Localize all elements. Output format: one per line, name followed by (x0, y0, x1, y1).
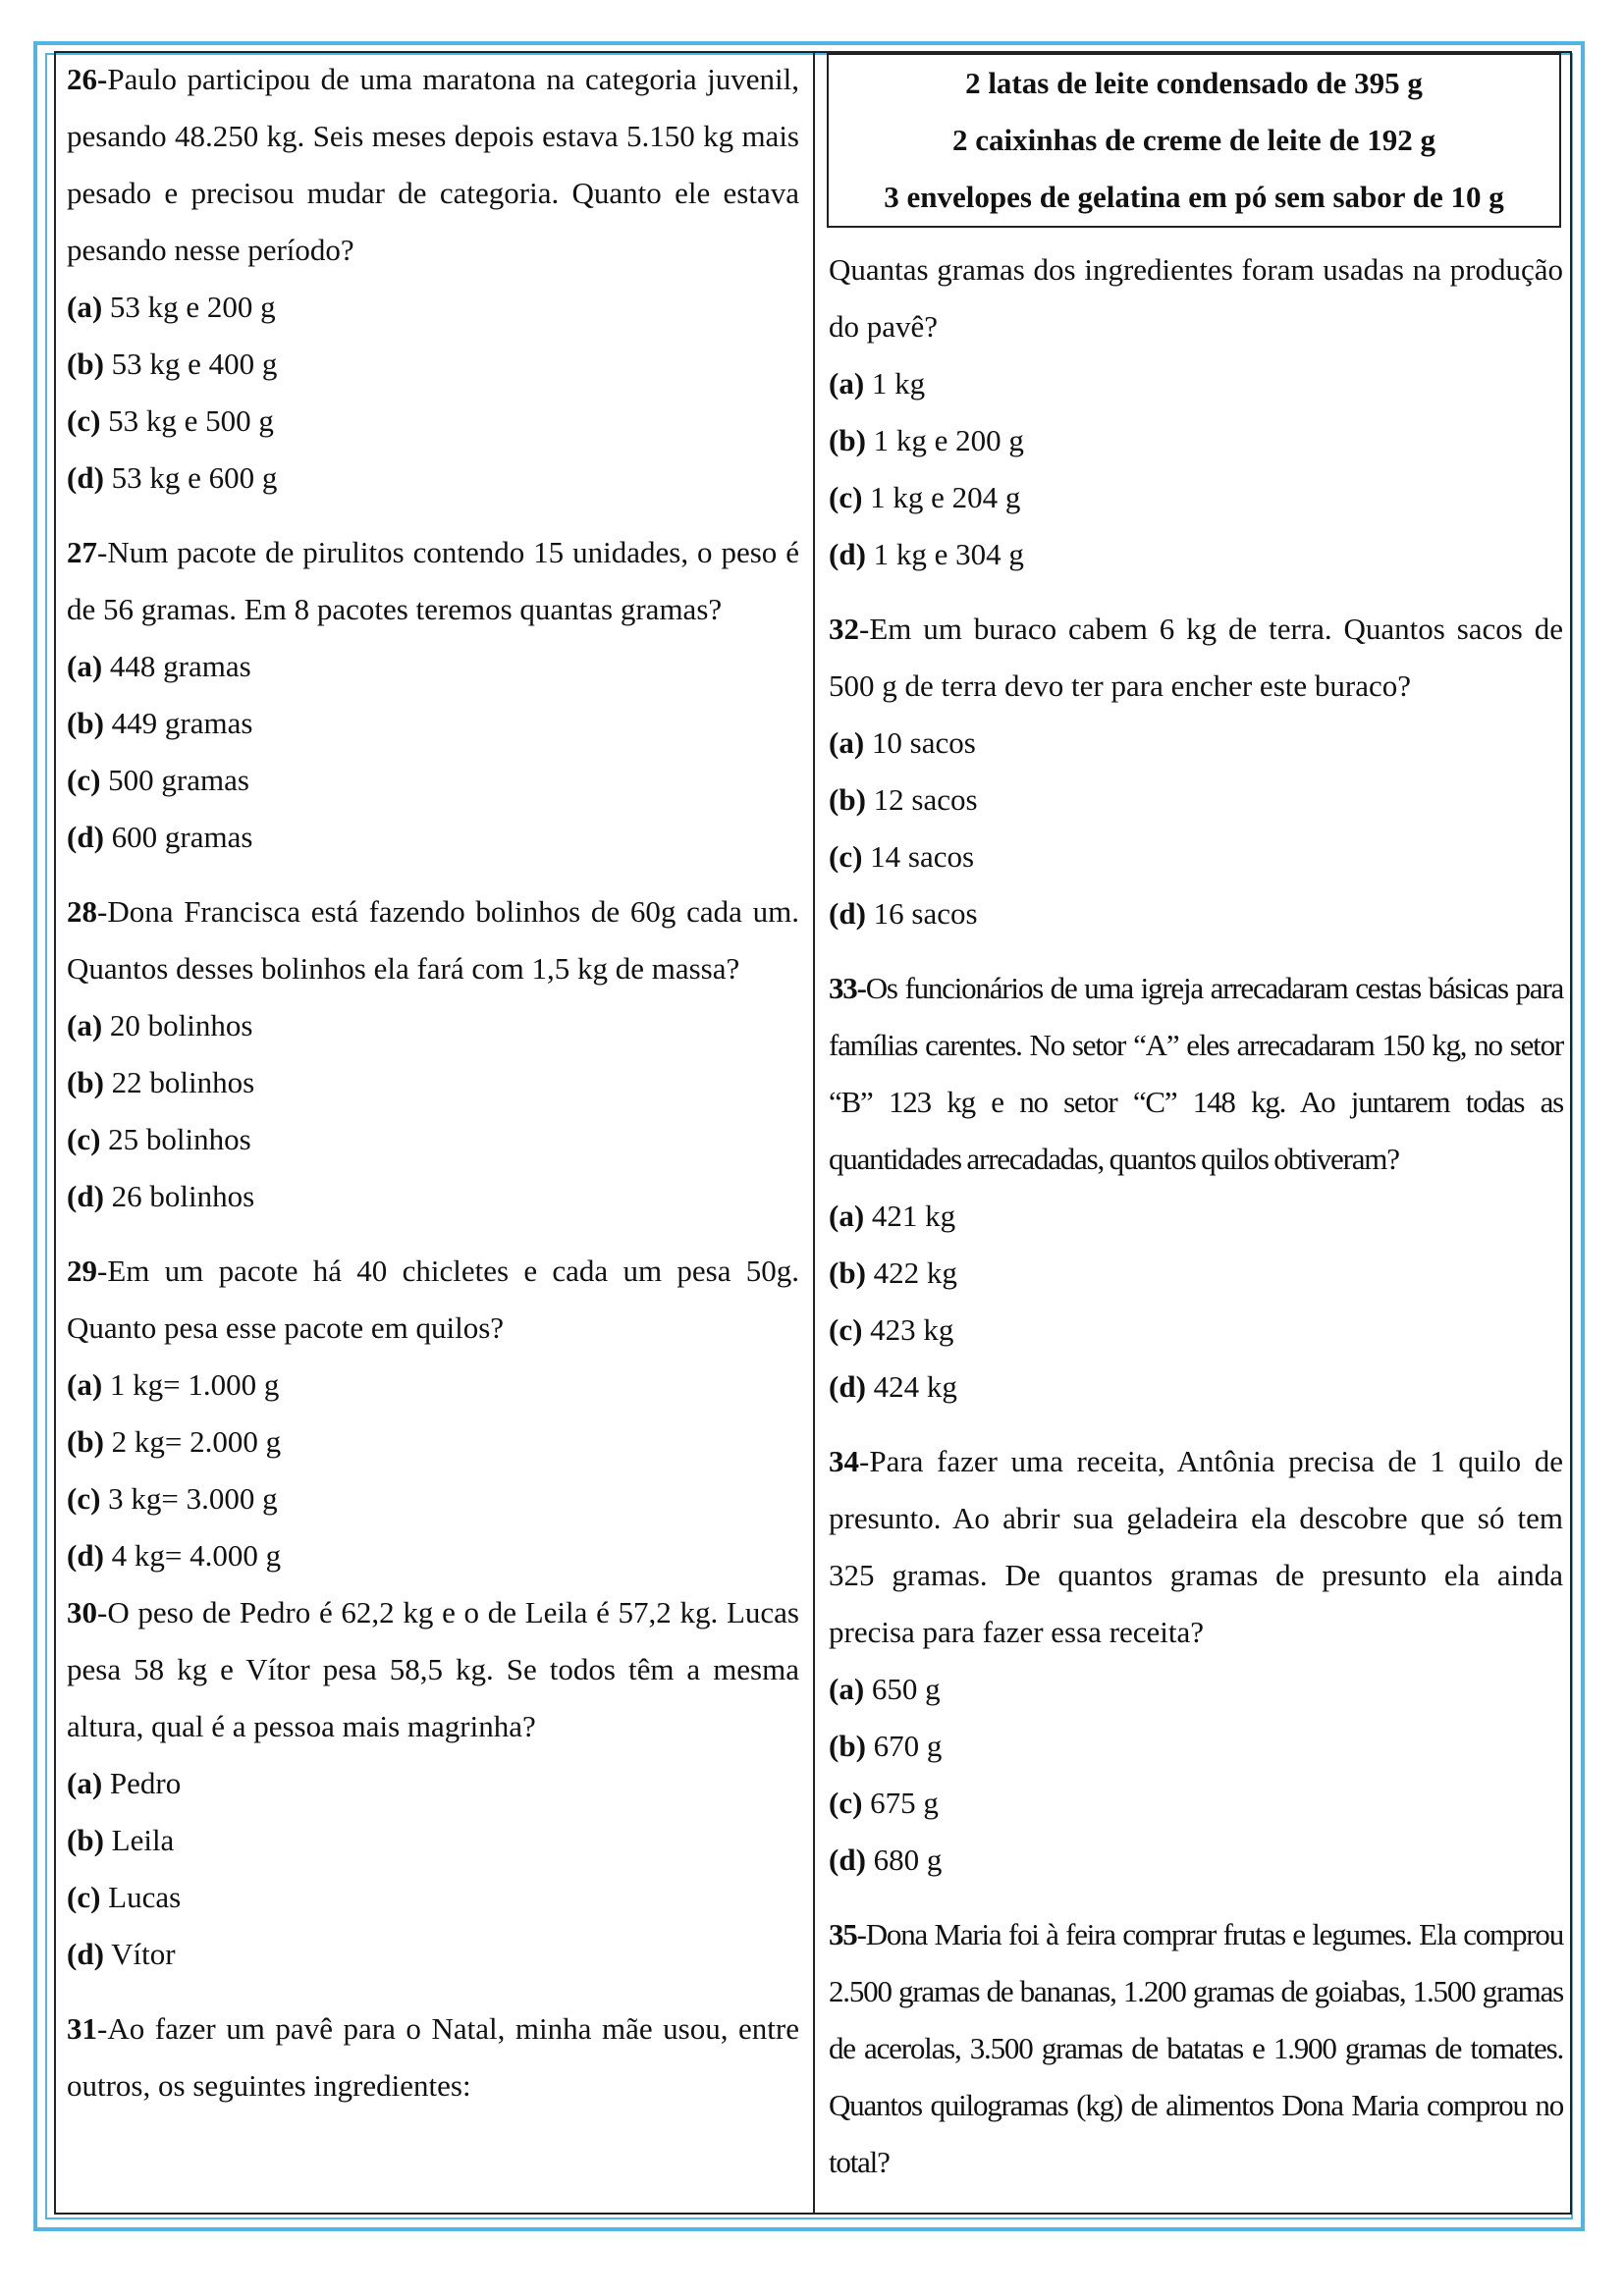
option-c: (c) 3 kg= 3.000 g (67, 1481, 278, 1516)
option-a: (a) Pedro (67, 1766, 182, 1800)
question-31-continuation (829, 241, 1563, 583)
question-29 (67, 1243, 799, 1584)
option-b: (b) 22 bolinhos (67, 1065, 255, 1099)
question-31 (67, 2001, 799, 2114)
question-text: -Para fazer uma receita, Antônia precisa de 1 quilo de presunto. Ao abrir sua geladeira ela descobre que só tem 325 gramas. De quantos gramas de presunto ela ainda precisa para fazer essa receita? (829, 1444, 1563, 1649)
option-c: (c) 500 gramas (67, 763, 249, 797)
option-b: (b) Leila (67, 1823, 175, 1857)
option-d: (d) Vítor (67, 1937, 176, 1971)
option-c: (c) 675 g (829, 1786, 939, 1820)
option-c: (c) 25 bolinhos (67, 1122, 251, 1156)
option-b: (b) 449 gramas (67, 706, 253, 740)
option-c: (c) 1 kg e 204 g (829, 480, 1021, 514)
option-d: (d) 600 gramas (67, 820, 253, 854)
column-divider (813, 51, 815, 2215)
question-number: 33- (829, 971, 866, 1005)
option-d: (d) 16 sacos (829, 896, 978, 931)
option-d: (d) 26 bolinhos (67, 1179, 255, 1213)
option-c: (c) 53 kg e 500 g (67, 403, 274, 438)
question-number: 32 (829, 612, 859, 646)
option-b: (b) 12 sacos (829, 782, 978, 817)
question-text: -Dona Francisca está fazendo bolinhos de 60g cada um. Quantos desses bolinhos ela fará com 1,5 kg de massa? (67, 894, 799, 986)
question-text: Quantas gramas dos ingredientes foram usadas na produção do pavê? (829, 252, 1563, 344)
right-column (829, 51, 1563, 2209)
ingredient-line: 3 envelopes de gelatina em pó sem sabor de 10 g (884, 180, 1504, 214)
question-text: Paulo participou de uma maratona na categoria juvenil, pesando 48.250 kg. Seis meses depois estava 5.150 kg mais pesado e precisou mudar de categoria. Quanto ele estava pesando nesse período? (67, 62, 799, 267)
option-d: (d) 4 kg= 4.000 g (67, 1538, 282, 1573)
option-b: (b) 670 g (829, 1729, 943, 1763)
question-27 (67, 524, 799, 866)
question-number: 35 (829, 1917, 857, 1951)
question-34 (829, 1433, 1563, 1889)
option-a: (a) 53 kg e 200 g (67, 290, 276, 324)
question-number: 29 (67, 1254, 97, 1288)
option-b: (b) 2 kg= 2.000 g (67, 1424, 282, 1459)
option-a: (a) 448 gramas (67, 649, 251, 683)
question-28 (67, 883, 799, 1225)
option-a: (a) 421 kg (829, 1199, 956, 1233)
option-c: (c) 423 kg (829, 1312, 954, 1347)
option-a: (a) 1 kg= 1.000 g (67, 1367, 280, 1402)
question-30 (67, 1584, 799, 1983)
left-column (67, 51, 799, 2132)
question-33 (829, 960, 1563, 1415)
ingredient-line: 2 caixinhas de creme de leite de 192 g (952, 123, 1435, 157)
question-text: -Em um pacote há 40 chicletes e cada um pesa 50g. Quanto pesa esse pacote em quilos? (67, 1254, 799, 1345)
option-a: (a) 650 g (829, 1672, 941, 1706)
option-a: (a) 10 sacos (829, 725, 976, 760)
question-number: 27 (67, 535, 97, 569)
question-text: Os funcionários de uma igreja arrecadaram cestas básicas para famílias carentes. No setor “A” eles arrecadaram 150 kg, no setor “B” 123 kg e no setor “C” 148 kg. Ao juntarem todas as quantidades arrecadadas, quantos quilos obtiveram? (829, 971, 1563, 1176)
question-number: 30 (67, 1595, 97, 1629)
question-text: -Dona Maria foi à feira comprar frutas e legumes. Ela comprou 2.500 gramas de bananas, 1.200 gramas de goiabas, 1.500 gramas de acerolas, 3.500 gramas de batatas e 1.900 gramas de tomates. Quantos quilogramas (kg) de alimentos Dona Maria comprou no total? (829, 1917, 1563, 2179)
question-number: 28 (67, 894, 97, 929)
question-text: -Num pacote de pirulitos contendo 15 unidades, o peso é de 56 gramas. Em 8 pacotes teremos quantas gramas? (67, 535, 799, 626)
option-b: (b) 1 kg e 200 g (829, 423, 1024, 457)
option-a: (a) 20 bolinhos (67, 1008, 253, 1042)
option-d: (d) 424 kg (829, 1369, 957, 1404)
question-text: -Ao fazer um pavê para o Natal, minha mãe usou, entre outros, os seguintes ingredientes: (67, 2011, 799, 2103)
question-text: -Em um buraco cabem 6 kg de terra. Quantos sacos de 500 g de terra devo ter para encher este buraco? (829, 612, 1563, 703)
question-number: 34 (829, 1444, 859, 1478)
option-d: (d) 53 kg e 600 g (67, 460, 278, 495)
ingredient-line: 2 latas de leite condensado de 395 g (965, 66, 1423, 100)
option-a: (a) 1 kg (829, 366, 926, 400)
question-text: -O peso de Pedro é 62,2 kg e o de Leila é 57,2 kg. Lucas pesa 58 kg e Vítor pesa 58,5 kg. Se todos têm a mesma altura, qual é a pessoa mais magrinha? (67, 1595, 799, 1743)
option-c: (c) 14 sacos (829, 839, 975, 874)
option-d: (d) 1 kg e 304 g (829, 537, 1024, 571)
option-d: (d) 680 g (829, 1842, 943, 1877)
option-b: (b) 53 kg e 400 g (67, 347, 278, 381)
question-26 (67, 51, 799, 507)
question-number: 26- (67, 62, 108, 96)
question-32 (829, 601, 1563, 942)
question-35 (829, 1906, 1563, 2191)
option-b: (b) 422 kg (829, 1255, 957, 1290)
ingredients-box (827, 53, 1561, 228)
question-number: 31 (67, 2011, 97, 2046)
option-c: (c) Lucas (67, 1880, 182, 1914)
